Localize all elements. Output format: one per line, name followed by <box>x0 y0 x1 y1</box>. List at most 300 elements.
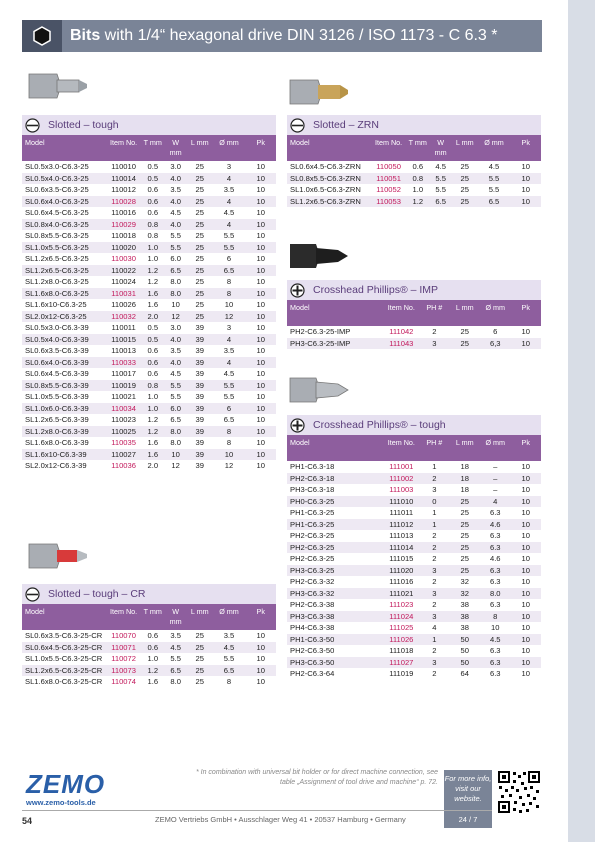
value-cell: 10 <box>256 231 265 240</box>
value-cell: 2 <box>432 577 437 586</box>
model-cell: PH1-C6.3-25 <box>290 508 335 517</box>
value-cell: 0.8 <box>406 173 429 185</box>
table-slotted-tough-cr <box>22 604 276 688</box>
column-header: Model <box>287 135 371 161</box>
model-cell: PH1-C6.3-18 <box>290 462 335 471</box>
value-cell: 25 <box>460 162 469 171</box>
right-margin-strip <box>568 0 595 842</box>
zemo-logo[interactable] <box>26 769 105 807</box>
value-cell: 10 <box>245 288 276 300</box>
table-row <box>22 642 276 654</box>
model-cell: SL1.2x6.5-C6.3-25 <box>25 254 89 263</box>
value-cell: 0.5 <box>141 173 164 185</box>
value-cell: 8.0 <box>480 588 510 600</box>
model-cell: SL0.6x4.5-C6.3-ZRN <box>290 162 361 171</box>
item-number-cell: 110027 <box>106 449 142 461</box>
model-cell: SL0.8x5.5-C6.3-39 <box>22 380 106 392</box>
model-cell: SL0.5x4.0-C6.3-39 <box>22 334 106 346</box>
table-row <box>287 173 541 185</box>
slotted-cr-bit-image <box>27 536 89 576</box>
value-cell: 32 <box>460 577 469 586</box>
value-cell: 8 <box>226 438 232 447</box>
value-cell: 10 <box>245 665 276 677</box>
value-cell: 10 <box>256 277 265 286</box>
model-cell: SL1.2x6.5-C6.3-ZRN <box>287 196 371 208</box>
item-number-cell: 110051 <box>371 173 407 185</box>
value-cell: 4.5 <box>212 642 245 654</box>
value-cell: 1.2 <box>141 665 164 677</box>
table-row <box>22 368 276 380</box>
item-number-cell: 110015 <box>106 334 142 346</box>
value-cell: 25 <box>452 173 477 185</box>
value-cell: 32 <box>450 588 480 600</box>
model-cell: PH2-C6.3-38 <box>290 600 335 609</box>
item-number-cell: 110031 <box>106 288 142 300</box>
value-cell: 6.5 <box>212 665 245 677</box>
table-row <box>22 207 276 219</box>
table-row <box>287 588 541 600</box>
value-cell: 3.5 <box>223 631 235 640</box>
model-cell: PH4-C6.3-38 <box>290 623 335 632</box>
model-cell: PH1-C6.3-25 <box>287 519 384 531</box>
item-number-cell: 111018 <box>389 646 414 655</box>
phillips-cross-icon <box>289 282 305 298</box>
value-cell: 10 <box>245 449 276 461</box>
column-header: T mm <box>141 135 164 161</box>
column-header: Model <box>22 135 106 161</box>
model-cell: SL0.6x4.0-C6.3-39 <box>22 357 106 369</box>
model-cell: PH2-C6.3-50 <box>290 646 335 655</box>
column-header: Pk <box>245 604 276 630</box>
table-row <box>287 542 541 554</box>
value-cell: 10 <box>245 334 276 346</box>
footnote: * In combination with universal bit holder or for direct machine connection, see table „Assignment of tool drive and machine“ p. 72. <box>195 769 438 786</box>
value-cell: 10 <box>256 208 265 217</box>
item-number-cell: 111002 <box>384 473 420 485</box>
table-row <box>287 622 541 634</box>
table-row <box>22 253 276 265</box>
item-number-cell: 111001 <box>389 462 414 471</box>
table-row <box>22 334 276 346</box>
model-cell: SL0.5x3.0-C6.3-39 <box>25 323 89 332</box>
page-header <box>22 20 542 52</box>
item-number-cell: 111027 <box>384 657 420 669</box>
table-row <box>287 461 541 473</box>
item-number-cell: 111011 <box>389 508 414 517</box>
item-number-cell: 110016 <box>111 208 136 217</box>
item-number-cell: 111026 <box>384 634 420 646</box>
table-row <box>22 196 276 208</box>
value-cell: 64 <box>460 669 469 678</box>
column-header: Item No. <box>106 604 142 630</box>
value-cell: 18 <box>460 462 469 471</box>
value-cell: 2 <box>419 542 449 554</box>
column-header: Item No. <box>384 300 420 326</box>
model-cell: SL0.6x3.5-C6.3-39 <box>25 346 89 355</box>
value-cell: 12 <box>164 311 187 323</box>
value-cell: 1.2 <box>406 196 429 208</box>
table-row <box>22 426 276 438</box>
visit-text: For more info, visit our website. <box>444 774 492 803</box>
value-cell: 10 <box>256 323 265 332</box>
item-number-cell: 111042 <box>389 327 414 336</box>
value-cell: 1.6 <box>147 300 159 309</box>
item-number-cell: 111014 <box>384 542 420 554</box>
column-header: L mm <box>187 135 212 161</box>
table-row <box>22 276 276 288</box>
value-cell: 4.5 <box>223 208 235 217</box>
item-number-cell: 111020 <box>384 565 420 577</box>
table-row <box>22 265 276 277</box>
value-cell: 39 <box>195 346 204 355</box>
value-cell: 3 <box>226 162 232 171</box>
column-header: Item No. <box>384 435 420 461</box>
value-cell: 5.5 <box>170 654 181 663</box>
table-row <box>22 219 276 231</box>
model-cell: PH3-C6.3-38 <box>287 611 384 623</box>
value-cell: 10 <box>224 300 234 309</box>
value-cell: 4.0 <box>164 334 187 346</box>
column-header: Pk <box>510 135 541 161</box>
section-phillips-imp <box>287 280 541 349</box>
value-cell: 6.3 <box>489 669 501 678</box>
model-cell: PH1-C6.3-50 <box>287 634 384 646</box>
value-cell: 4 <box>212 357 245 369</box>
section-title: Slotted – tough <box>48 119 119 131</box>
model-cell: SL1.0x6.0-C6.3-39 <box>22 403 106 415</box>
phillips-imp-bit-image <box>288 236 350 276</box>
value-cell: 10 <box>245 642 276 654</box>
model-cell: PH3-C6.3-25-IMP <box>287 338 384 350</box>
value-cell: 6.5 <box>223 415 235 424</box>
item-number-cell: 110052 <box>376 185 401 194</box>
item-number-cell: 110032 <box>106 311 142 323</box>
table-row <box>287 484 541 496</box>
table-row <box>22 414 276 426</box>
value-cell: 3 <box>226 323 232 332</box>
model-cell: SL1.6x10-C6.3-25 <box>25 300 87 309</box>
item-number-cell: 111012 <box>384 519 420 531</box>
value-cell: 4 <box>212 173 245 185</box>
value-cell: 0.6 <box>412 162 424 171</box>
value-cell: 6.3 <box>480 657 510 669</box>
value-cell: 50 <box>460 646 469 655</box>
value-cell: 1.0 <box>147 392 159 401</box>
value-cell: 10 <box>510 588 541 600</box>
model-cell: SL1.2x6.5-C6.3-25 <box>22 265 106 277</box>
table-row <box>22 437 276 449</box>
value-cell: 25 <box>460 531 469 540</box>
value-cell: 12 <box>224 461 234 470</box>
value-cell: 38 <box>450 611 480 623</box>
value-cell: 10 <box>491 623 500 632</box>
value-cell: 10 <box>521 623 530 632</box>
value-cell: 25 <box>450 542 480 554</box>
value-cell: 6.5 <box>429 196 452 208</box>
table-row <box>22 380 276 392</box>
value-cell: 10 <box>521 508 530 517</box>
value-cell: 0.6 <box>141 357 164 369</box>
table-row <box>287 530 541 542</box>
table-row <box>22 311 276 323</box>
value-cell: 6,3 <box>480 338 510 350</box>
item-number-cell: 110026 <box>111 300 136 309</box>
value-cell: 0 <box>419 496 449 508</box>
item-number-cell: 111025 <box>389 623 414 632</box>
value-cell: 25 <box>195 631 204 640</box>
column-header: L mm <box>450 300 480 326</box>
value-cell: 10 <box>171 300 180 309</box>
model-cell: SL0.6x3.5-C6.3-25 <box>25 185 89 194</box>
value-cell: 3 <box>432 485 437 494</box>
value-cell: 1.6 <box>147 677 159 686</box>
page-title: Bits with 1/4“ hexagonal drive DIN 3126 / ISO 1173 - C 6.3 * <box>70 27 498 44</box>
value-cell: 3 <box>419 588 449 600</box>
value-cell: 10 <box>245 426 276 438</box>
value-cell: 8.0 <box>164 288 187 300</box>
value-cell: 10 <box>245 173 276 185</box>
table-row <box>287 196 541 208</box>
table-phillips-imp <box>287 300 541 349</box>
value-cell: 2 <box>419 473 449 485</box>
table-header-row <box>287 300 541 326</box>
value-cell: 4.0 <box>164 173 187 185</box>
value-cell: 18 <box>460 485 469 494</box>
value-cell: 10 <box>256 677 265 686</box>
value-cell: 1.6 <box>141 449 164 461</box>
value-cell: 5.5 <box>223 654 235 663</box>
value-cell: 4.6 <box>489 554 501 563</box>
value-cell: 4 <box>212 219 245 231</box>
table-header-row <box>287 135 541 161</box>
section-slotted-zrn <box>287 115 541 207</box>
model-cell: PH2-C6.3-25-IMP <box>290 327 351 336</box>
qr-code-icon[interactable] <box>497 770 541 814</box>
value-cell: 10 <box>245 265 276 277</box>
value-cell: 5.5 <box>223 231 235 240</box>
value-cell: 2 <box>432 554 437 563</box>
column-header: W mm <box>164 135 187 161</box>
value-cell: 3 <box>419 338 449 350</box>
model-cell: SL1.0x5.5-C6.3-25-CR <box>25 654 103 663</box>
value-cell: 39 <box>195 392 204 401</box>
value-cell: 25 <box>195 254 204 263</box>
table-row <box>287 184 541 196</box>
value-cell: 3 <box>419 611 449 623</box>
slotted-icon <box>289 117 305 133</box>
value-cell: 10 <box>256 631 265 640</box>
table-row <box>22 288 276 300</box>
value-cell: – <box>493 485 498 494</box>
model-cell: SL1.0x5.5-C6.3-25 <box>22 242 106 254</box>
value-cell: 5.5 <box>164 380 187 392</box>
value-cell: 5.5 <box>170 231 181 240</box>
value-cell: 3.0 <box>170 323 181 332</box>
value-cell: – <box>493 462 498 471</box>
footer-divider <box>22 810 492 811</box>
table-row <box>22 403 276 415</box>
value-cell: 10 <box>256 369 265 378</box>
value-cell: 0.6 <box>147 346 159 355</box>
item-number-cell: 111024 <box>384 611 420 623</box>
section-phillips-tough <box>287 415 541 680</box>
section-header <box>287 280 541 300</box>
item-number-cell: 110012 <box>111 185 136 194</box>
item-number-cell: 110024 <box>111 277 136 286</box>
value-cell: 6.3 <box>489 646 501 655</box>
value-cell: 10 <box>245 219 276 231</box>
table-row <box>22 357 276 369</box>
value-cell: 10 <box>245 357 276 369</box>
value-cell: 25 <box>187 665 212 677</box>
value-cell: 2 <box>432 327 437 336</box>
column-header: Pk <box>510 435 541 461</box>
value-cell: 39 <box>195 369 204 378</box>
value-cell: 39 <box>187 449 212 461</box>
value-cell: 10 <box>521 485 530 494</box>
value-cell: 10 <box>245 403 276 415</box>
logo-word: ZEMO <box>26 769 106 799</box>
table-row <box>22 242 276 254</box>
slotted-bit-image <box>27 66 89 106</box>
logo-url-link[interactable]: www.zemo-tools.de <box>26 798 96 807</box>
table-row <box>22 184 276 196</box>
model-cell: PH3-C6.3-25 <box>287 565 384 577</box>
value-cell: 4 <box>432 623 437 632</box>
value-cell: 6.3 <box>489 577 501 586</box>
model-cell: SL0.6x4.5-C6.3-39 <box>25 369 89 378</box>
value-cell: 6 <box>226 254 232 263</box>
value-cell: 6.3 <box>480 565 510 577</box>
table-row <box>287 326 541 338</box>
column-header: L mm <box>450 435 480 461</box>
section-title: Crosshead Phillips® – tough <box>313 419 446 431</box>
value-cell: 25 <box>195 162 204 171</box>
value-cell: – <box>480 473 510 485</box>
table-row <box>287 565 541 577</box>
table-slotted-tough <box>22 135 276 472</box>
table-row <box>22 173 276 185</box>
item-number-cell: 111021 <box>384 588 420 600</box>
value-cell: 25 <box>187 288 212 300</box>
table-row <box>287 496 541 508</box>
table-slotted-zrn <box>287 135 541 207</box>
table-row <box>287 473 541 485</box>
value-cell: 4.5 <box>488 162 500 171</box>
value-cell: 5.5 <box>164 242 187 254</box>
section-title: Slotted – tough – CR <box>48 588 146 600</box>
value-cell: 18 <box>450 473 480 485</box>
value-cell: 10 <box>256 392 265 401</box>
value-cell: 25 <box>195 654 204 663</box>
value-cell: 12 <box>171 461 180 470</box>
column-header: Item No. <box>106 135 142 161</box>
value-cell: 10 <box>521 554 530 563</box>
value-cell: 4.0 <box>164 357 187 369</box>
model-cell: PH3-C6.3-50 <box>287 657 384 669</box>
column-header: Model <box>22 604 106 630</box>
table-row <box>287 668 541 680</box>
value-cell: 10 <box>510 657 541 669</box>
table-row <box>22 460 276 472</box>
value-cell: 10 <box>521 185 530 194</box>
model-cell: SL0.6x4.5-C6.3-25 <box>25 208 89 217</box>
column-header: Ø mm <box>212 604 245 630</box>
value-cell: 4.5 <box>170 208 181 217</box>
value-cell: 6.5 <box>164 665 187 677</box>
value-cell: 10 <box>245 196 276 208</box>
value-cell: 0.8 <box>147 231 159 240</box>
value-cell: 1.0 <box>147 654 159 663</box>
table-header-row <box>22 135 276 161</box>
visit-website-box[interactable] <box>444 770 492 828</box>
value-cell: 25 <box>187 242 212 254</box>
model-cell: SL0.8x5.5-C6.3-25 <box>25 231 89 240</box>
table-row <box>287 657 541 669</box>
model-cell: SL1.6x8.0-C6.3-39 <box>25 438 89 447</box>
value-cell: 10 <box>245 311 276 323</box>
model-cell: SL2.0x12-C6.3-25 <box>22 311 106 323</box>
model-cell: SL0.8x5.5-C6.3-ZRN <box>287 173 371 185</box>
table-row <box>22 391 276 403</box>
value-cell: 10 <box>510 542 541 554</box>
section-header <box>22 584 276 604</box>
model-cell: SL0.8x4.0-C6.3-25 <box>22 219 106 231</box>
value-cell: 0.5 <box>147 162 159 171</box>
value-cell: 8 <box>480 611 510 623</box>
item-number-cell: 110023 <box>111 415 136 424</box>
slotted-zrn-bit-image <box>288 72 350 112</box>
item-number-cell: 110014 <box>106 173 142 185</box>
value-cell: 0.8 <box>141 219 164 231</box>
section-header <box>287 115 541 135</box>
item-number-cell: 111019 <box>389 669 414 678</box>
value-cell: 2.0 <box>147 461 159 470</box>
value-cell: 3.5 <box>223 346 235 355</box>
item-number-cell: 110050 <box>376 162 401 171</box>
value-cell: 0.6 <box>147 208 159 217</box>
value-cell: 0.6 <box>141 196 164 208</box>
column-header: L mm <box>187 604 212 630</box>
value-cell: 2.0 <box>141 311 164 323</box>
value-cell: 10 <box>510 338 541 350</box>
page-number: 54 <box>22 816 33 826</box>
item-number-cell: 111010 <box>384 496 420 508</box>
item-number-cell: 110028 <box>106 196 142 208</box>
value-cell: 4.6 <box>480 519 510 531</box>
item-number-cell: 111013 <box>389 531 414 540</box>
table-header-row <box>22 604 276 630</box>
item-number-cell: 111023 <box>389 600 414 609</box>
value-cell: 38 <box>460 623 469 632</box>
value-cell: 25 <box>195 277 204 286</box>
value-cell: 25 <box>452 196 477 208</box>
item-number-cell: 110074 <box>111 677 136 686</box>
value-cell: 2 <box>432 669 437 678</box>
value-cell: 10 <box>256 415 265 424</box>
value-cell: 0.6 <box>147 369 159 378</box>
value-cell: 10 <box>521 327 530 336</box>
model-cell: SL1.6x8.0-C6.3-25 <box>22 288 106 300</box>
model-cell: SL1.2x8.0-C6.3-39 <box>22 426 106 438</box>
value-cell: 50 <box>450 634 480 646</box>
item-number-cell: 111015 <box>389 554 414 563</box>
value-cell: 10 <box>521 162 530 171</box>
value-cell: 8.0 <box>170 277 181 286</box>
hexagon-icon <box>31 25 53 47</box>
value-cell: 39 <box>187 334 212 346</box>
value-cell: 25 <box>187 173 212 185</box>
